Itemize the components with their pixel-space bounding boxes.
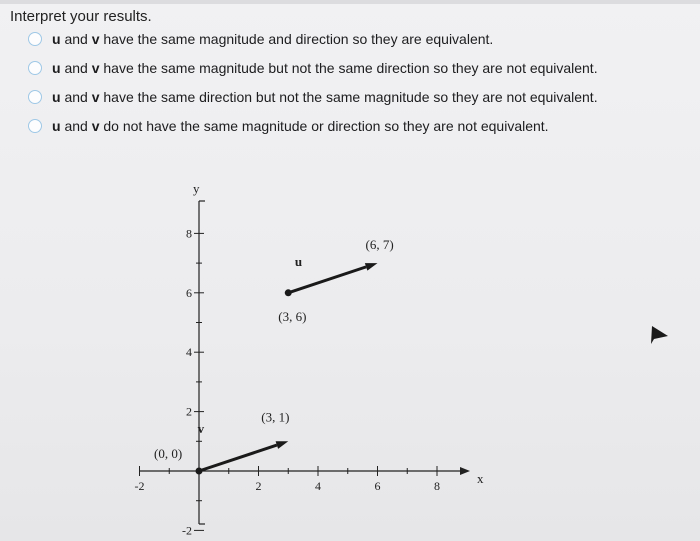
vector-u-arrowhead	[365, 263, 378, 271]
y-tick-label: 2	[186, 404, 192, 419]
option-text: do not have the same magnitude or direction so they are not equivalent.	[103, 118, 549, 134]
vector-u-line	[288, 267, 366, 293]
option-and: and	[64, 60, 88, 76]
vector-v-start-point	[196, 468, 203, 475]
option-and: and	[64, 118, 88, 134]
tick-marks	[135, 226, 441, 537]
vector-v-arrowhead	[276, 441, 289, 449]
vector-u-label: u	[52, 89, 61, 105]
x-axis-label: x	[477, 471, 484, 486]
vector-u-start-point	[285, 289, 292, 296]
option-text: have the same magnitude but not the same direction so they are not equivalent.	[103, 60, 598, 76]
vector-v-label: v	[91, 89, 100, 105]
vector-name-label: v	[197, 421, 205, 437]
y-tick-label: -2	[182, 523, 192, 538]
vector-v-label: v	[91, 60, 100, 76]
option-and: and	[64, 31, 88, 47]
start-point-label: (3, 6)	[278, 308, 307, 324]
vector-u-label: u	[52, 31, 61, 47]
vector-u-label: u	[52, 118, 61, 134]
option-and: and	[64, 89, 88, 105]
x-axis-arrow	[460, 467, 470, 475]
y-tick-label: 4	[186, 345, 192, 360]
x-tick-label: -2	[134, 479, 145, 493]
start-point-label: (0, 0)	[154, 446, 183, 461]
vector-name-label: u	[294, 253, 303, 269]
end-point-label: (3, 1)	[261, 409, 290, 425]
x-tick-label: 6	[374, 479, 381, 493]
option-text: have the same magnitude and direction so they are equivalent.	[103, 31, 494, 47]
vector-u-label: u	[52, 60, 61, 76]
x-tick-label: 4	[315, 479, 321, 493]
vector-v-line	[199, 445, 277, 471]
vector-v-label: v	[91, 118, 100, 134]
y-tick-label: 8	[186, 226, 192, 241]
x-tick-label: 8	[434, 479, 440, 493]
x-tick-label: 2	[255, 479, 262, 493]
question-title: Interpret your results.	[10, 8, 152, 25]
y-tick-label: 6	[186, 285, 192, 300]
vector-v-label: v	[91, 31, 100, 47]
mouse-cursor-icon	[651, 326, 668, 344]
y-axis-label: y	[193, 181, 200, 196]
option-text: have the same direction but not the same magnitude so they are not equivalent.	[103, 89, 598, 105]
end-point-label: (6, 7)	[365, 237, 394, 253]
